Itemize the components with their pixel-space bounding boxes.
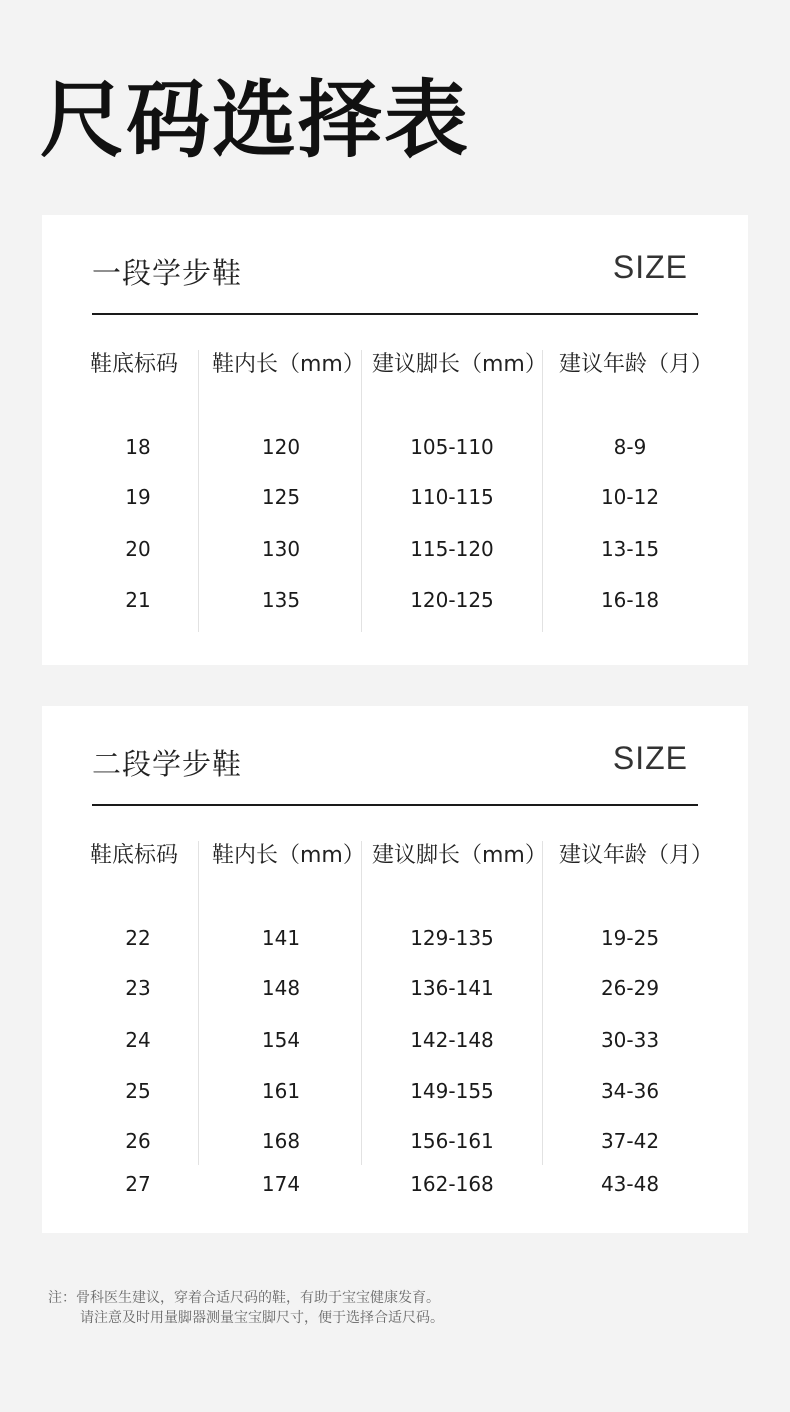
table-title: 一段学步鞋 bbox=[92, 256, 243, 290]
cell-age: 26-29 bbox=[600, 976, 660, 1000]
size-label: SIZE bbox=[612, 249, 688, 285]
column-divider bbox=[542, 350, 543, 632]
cell-foot-length: 142-148 bbox=[410, 1028, 494, 1052]
cell-inner-length: 148 bbox=[261, 976, 301, 1000]
header-foot-length: 建议脚长（mm） bbox=[372, 843, 547, 868]
cell-sole-size: 21 bbox=[125, 588, 151, 612]
cell-inner-length: 168 bbox=[261, 1129, 301, 1153]
header-rule bbox=[92, 804, 698, 806]
cell-foot-length: 105-110 bbox=[410, 435, 494, 459]
cell-age: 43-48 bbox=[600, 1172, 660, 1196]
cell-foot-length: 156-161 bbox=[410, 1129, 494, 1153]
cell-inner-length: 130 bbox=[261, 537, 301, 561]
cell-sole-size: 27 bbox=[125, 1172, 151, 1196]
cell-foot-length: 115-120 bbox=[410, 537, 494, 561]
cell-inner-length: 174 bbox=[261, 1172, 301, 1196]
size-label: SIZE bbox=[612, 740, 688, 776]
cell-sole-size: 26 bbox=[125, 1129, 151, 1153]
cell-age: 10-12 bbox=[600, 485, 660, 509]
cell-sole-size: 22 bbox=[125, 926, 151, 950]
column-divider bbox=[198, 841, 199, 1165]
footnote bbox=[48, 1288, 444, 1328]
cell-age: 13-15 bbox=[600, 537, 660, 561]
header-age: 建议年龄（月） bbox=[559, 843, 714, 868]
cell-inner-length: 141 bbox=[261, 926, 301, 950]
header-age: 建议年龄（月） bbox=[559, 352, 714, 377]
cell-sole-size: 18 bbox=[125, 435, 151, 459]
cell-inner-length: 161 bbox=[261, 1079, 301, 1103]
header-inner-length: 鞋内长（mm） bbox=[212, 843, 365, 868]
cell-sole-size: 19 bbox=[125, 485, 151, 509]
column-divider bbox=[361, 841, 362, 1165]
cell-age: 30-33 bbox=[600, 1028, 660, 1052]
header-sole-size: 鞋底标码 bbox=[90, 843, 179, 868]
cell-inner-length: 154 bbox=[261, 1028, 301, 1052]
cell-sole-size: 23 bbox=[125, 976, 151, 1000]
cell-foot-length: 129-135 bbox=[410, 926, 494, 950]
cell-foot-length: 120-125 bbox=[410, 588, 494, 612]
size-table-stage-2 bbox=[42, 706, 748, 1233]
table-title: 二段学步鞋 bbox=[92, 747, 243, 781]
cell-age: 16-18 bbox=[600, 588, 660, 612]
footnote-line-1: 注：骨科医生建议，穿着合适尺码的鞋，有助于宝宝健康发育。 bbox=[48, 1290, 440, 1306]
cell-foot-length: 149-155 bbox=[410, 1079, 494, 1103]
column-divider bbox=[361, 350, 362, 632]
column-divider bbox=[542, 841, 543, 1165]
size-table-stage-1 bbox=[42, 215, 748, 665]
header-rule bbox=[92, 313, 698, 315]
cell-inner-length: 135 bbox=[261, 588, 301, 612]
cell-foot-length: 162-168 bbox=[410, 1172, 494, 1196]
header-foot-length: 建议脚长（mm） bbox=[372, 352, 547, 377]
header-sole-size: 鞋底标码 bbox=[90, 352, 179, 377]
cell-inner-length: 120 bbox=[261, 435, 301, 459]
cell-foot-length: 136-141 bbox=[410, 976, 494, 1000]
column-divider bbox=[198, 350, 199, 632]
cell-age: 19-25 bbox=[600, 926, 660, 950]
page-title: 尺码选择表 bbox=[40, 71, 471, 169]
cell-sole-size: 20 bbox=[125, 537, 151, 561]
header-inner-length: 鞋内长（mm） bbox=[212, 352, 365, 377]
cell-age: 34-36 bbox=[600, 1079, 660, 1103]
cell-age: 8-9 bbox=[613, 435, 647, 459]
cell-inner-length: 125 bbox=[261, 485, 301, 509]
footnote-line-2: 请注意及时用量脚器测量宝宝脚尺寸，便于选择合适尺码。 bbox=[80, 1310, 444, 1326]
cell-sole-size: 25 bbox=[125, 1079, 151, 1103]
cell-age: 37-42 bbox=[600, 1129, 660, 1153]
cell-sole-size: 24 bbox=[125, 1028, 151, 1052]
cell-foot-length: 110-115 bbox=[410, 485, 494, 509]
